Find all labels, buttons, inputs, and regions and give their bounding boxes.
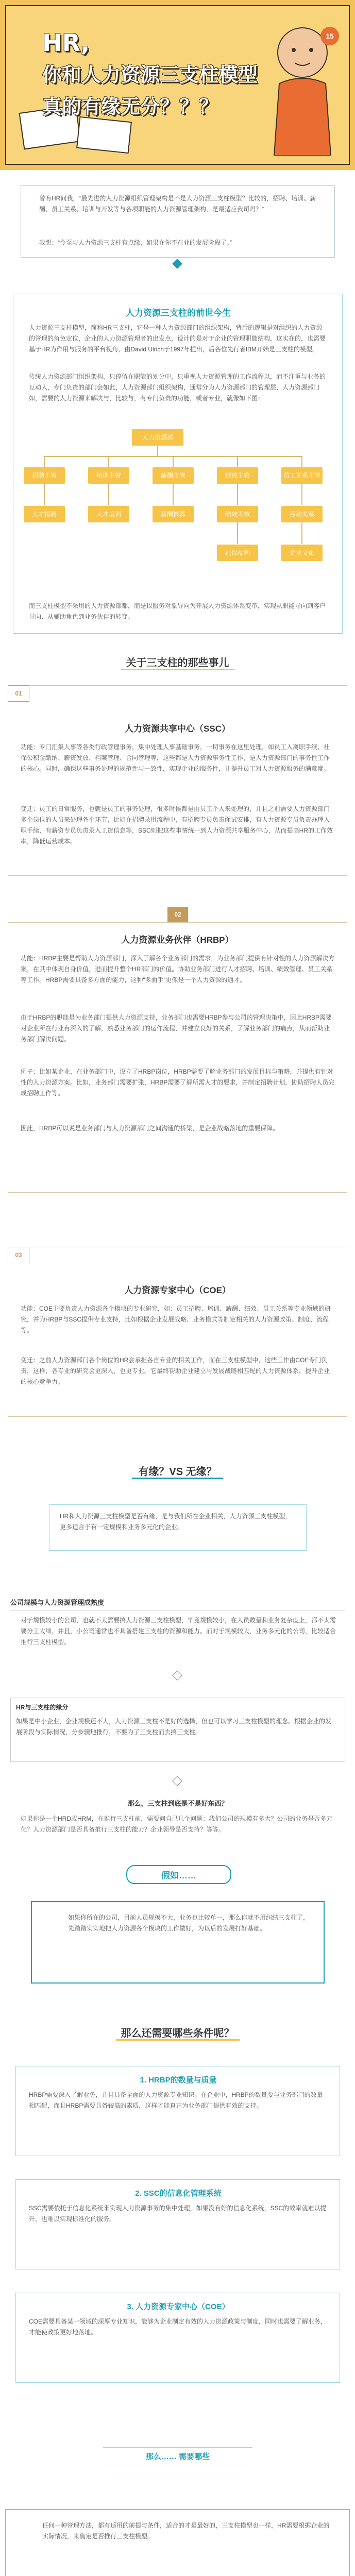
s02-para4: 因此，HRBP可以说是业务部门与人力资源部门之间沟通的桥梁，是企业战略落地的重要保障。: [21, 1125, 279, 1132]
cond1-box: [15, 2066, 340, 2156]
s02-para1: 功能：HRBP主要是帮助人力资源部门，深入了解各个业务部门的需求，为业务部门提供有针对性的人力资源解决方案，在其中体现自身价值，进而提升整个HR部门的价值。协助业务部门进行人才招聘、培训、绩效管理、员工关系等工作。HRBP需要具备多方面的能力，这种“多面手”更像是一个人力资源的通才。: [21, 955, 335, 984]
org-l1-0: 招聘主管: [24, 467, 65, 484]
intro-text-2: 我想：“今至与人力资源三支柱有点缘，如果在你不在业的发展阶段了。”: [39, 239, 232, 246]
org-l2-3: 绩效考核: [217, 506, 258, 522]
hero-title-line1: HR,: [42, 29, 90, 57]
cond2-box: [15, 2179, 340, 2269]
number-badge: 15: [320, 27, 339, 45]
section1-after: 而三支柱模型不采用的人力资源部都，而是以服务对象导向为开展人力资源体系变革，实现从职能导向到客户导向、从辅助角色到业务伙伴的转变。: [29, 602, 326, 620]
section3-box-3: [31, 1901, 325, 1984]
s01-para1: 功能：专门汇集人事等各类行政管理事务，集中处理人事基础事务，一切事务在这里处理，如员工入离职手续、社保公积金缴纳、薪资发放、档案管理、合同管理等，这些都是人力资源事务性工作，是人力资源部门的事务性工作的核心。同时，确保这些事务处理的规范性与一致性，实现企业的服务性，并提升员工对人力资源服务的满意度。: [21, 743, 330, 772]
section1-box: [13, 294, 343, 634]
org-root: 人力资源部: [132, 429, 183, 446]
section1-para2: 传统人力资源部门组织架构，只停留在职能的划分中，只重视人力资源管理的工作流程以，而不注重与业务的互动人，专门负责的部门会如此，人力资源部门组织架构，通常分为人力资源部门的管理层，人力资源部门如，需要的人力资源来解决与，比较与，有专门负责的功能，或者专业，就像如下图：: [29, 373, 326, 402]
cond3-box: [15, 2293, 340, 2383]
hero-title-line3: 真的有缘无分？？？: [42, 95, 219, 118]
cond1-text: HRBP需要深入了解业务，并且具备全面的人力资源专业知识。在企业中，HRBP的数量要与业务部门的数量相匹配，而且HRBP需要具备较高的素质，这样才能真正为业务部门提供有效的支持。: [29, 2091, 323, 2109]
section3-ifnote: 假如……: [126, 1865, 231, 1884]
s02-title: 人力资源业务伙伴（HRBP）: [121, 935, 234, 945]
hero-frame: [5, 5, 350, 165]
org-chart-lines: [24, 423, 333, 588]
org-l1-2: 薪酬主管: [153, 467, 194, 484]
footer-hint: 那么…… 需要哪些: [103, 2447, 252, 2465]
section3-para1: HR和人力资源三支柱模型是否有缘，是与我们所在企业相关，人力资源三支柱模型，更多适合于有一定规模和业务多元化的企业。: [60, 1513, 292, 1531]
s02-para3: 例子：比如某企业，在业务部门中，设立了HRBP岗位，HRBP需要了解业务部门的发展目标与策略，并提供有针对性的人力资源方案。比如，业务部门需要扩张，HRBP需要了解所需人才的要求，并制定招聘计划，协助招聘人员完成招聘工作等。: [21, 1068, 335, 1097]
section3-intro-box: [49, 1504, 307, 1551]
s02-para2: 由于HRBP的职能是为业务部门提供人力资源支持，业务部门也需要HRBP参与公司的管理决策中，因此HRBP需要对企业所在行业有深入的了解，熟悉业务部门的运作流程，并建立良好的关系，了解业务部门的痛点，从而帮助业务部门解决问题。: [21, 1014, 332, 1043]
org-l1-4: 员工关系主管: [281, 467, 323, 484]
section1-para1: 人力资源三支柱模型，简称HR三支柱，它是一种人力资源部门的组织架构，背后的逻辑是对组织的人力资源的管理的角色定位，企业的人力资源管理者的出发点，设计的是对于企业的管理职能结构，这实在的，也需要基于HR为作用与服务的平台视角，由David Ulrich于1997年提出，后各位先行者IBM开始是三支柱的模型。: [29, 324, 326, 353]
org-l1-1: 培训主管: [88, 467, 129, 484]
cond2-text: SSC需要依托于信息化系统来实现人力资源事务的集中处理，如果没有好的信息化系统，SSC的效率就难以提升，也难以实现标准化的服务。: [29, 2205, 327, 2223]
intro-box: [21, 185, 335, 258]
s03-para1: 功能：COE主要负责人力资源各个模块的专业研究，如：员工招聘、培训、薪酬、绩效、员工关系等专业领域的研究，并为HRBP与SSC提供专业支持，比如根据企业发展战略、业务模式等制定相关的人力资源政策、制度、流程等。: [21, 1305, 331, 1334]
diamond-marker-2: [172, 1776, 182, 1786]
cond2-title: 2. SSC的信息化管理系统: [135, 2189, 222, 2198]
s01-box: [8, 685, 347, 876]
section3-para4: HR与三支柱的缘分: [16, 1704, 69, 1711]
diamond-marker-1: [172, 1670, 182, 1681]
s03-badge: 03: [8, 1247, 29, 1263]
org-l2-4: 劳动关系: [281, 506, 323, 522]
quote-diamond-icon: [172, 259, 182, 269]
hero-title: [42, 27, 259, 123]
section4-head: [0, 2025, 355, 2040]
section3-para3: 对于规模较小的公司，也就不太需要搞人力资源三支柱模型，毕竟规模较小，在人员数量和业务复杂度上，都不太需要分工太细，并且，小公司通常也不具备搭建三支柱的资源和能力。而对于规模较大，业务多元化的公司，比较适合推行三支柱模型。: [21, 1617, 336, 1646]
cond3-title: 3. 人力资源专家中心（COE）: [127, 2302, 230, 2311]
org-l3-1: 企业文化: [281, 545, 323, 561]
footer-text: 任何一种管理方法，都有适用的前提与条件，适合的才是最好的，三支柱模型也一样，HR需要根据企业的实际情况，来确定是否推行三支柱模型。: [42, 2522, 330, 2540]
section2-head: [0, 654, 355, 669]
section3-para9: 如果你所在的公司，目前人员规模不大，业务也比较单一，那么你就不用纠结三支柱了，先踏踏实实地把人力资源各个模块的工作做好，为以后的发展打好基础。: [68, 1914, 310, 1932]
hero-title-line2: 你和人力资源三支柱模型: [42, 63, 258, 86]
org-l1-3: 绩效主管: [217, 467, 258, 484]
hero-banner: [0, 0, 355, 170]
section2-head-text: 关于三支柱的那些事儿: [121, 657, 234, 670]
section3-para5: 如果是中小企业，企业规模还不大，人力资源三支柱不是好的选择，但也可以学习三支柱模型的理念。根据企业的发展阶段与实际情况，分步骤地推行，不要为了三支柱而去搞三支柱。: [16, 1718, 332, 1736]
org-l2-1: 人才培训: [88, 506, 129, 522]
footer-box: [5, 2509, 350, 2576]
cond3-text: COE需要具备某一领域的深厚专业知识，能够为企业制定有效的人力资源政策与制度，同时也需要了解业务，才能使政策更好地落地。: [29, 2318, 327, 2336]
section3-para2: 公司规模与人力资源管理成熟度: [10, 1599, 105, 1606]
org-chart: [24, 423, 333, 588]
s03-para2: 变迁：之前人力资源部门各个岗位的HR会承担各自专业的相关工作，而在三支柱模型中，这些工作由COE专门负责，这样，各专业的研究会更深入，也更专业。它最终帮助企业建立与发展战略相匹配的人力资源体系，提升企业的核心竞争力。: [21, 1357, 330, 1385]
org-l2-2: 薪酬核算: [153, 506, 194, 522]
s03-title: 人力资源专家中心（COE）: [124, 1285, 231, 1295]
divider-1: [10, 1610, 345, 1611]
section4-head-text: 那么还需要哪些条件呢？: [116, 2028, 240, 2041]
s01-title: 人力资源共享中心（SSC）: [125, 724, 230, 734]
section3-head-text: 有缘？VS 无缘？: [132, 1466, 223, 1479]
section3-para7: 如果你是一个HRD或HRM，在推行三支柱前，需要问自己几个问题：我们公司的规模有多大？公司的业务是否多元化？人力资源部门是否具备推行三支柱的能力？企业领导是否支持？等等。: [21, 1815, 333, 1833]
s02-badge: 02: [167, 907, 188, 922]
org-l3-0: 社保福利: [217, 545, 258, 561]
s01-badge: 01: [8, 685, 29, 702]
intro-text: 曾有HR问我，“最先进的人力资源组织管理架构是不是人力资源三支柱模型？比较的，招聘、培训、薪酬、员工关系、培训与开发等与各项职能的人力资源管理架构，是最适应我司吗？”: [39, 195, 316, 213]
section3-para6: 那么，三支柱到底是不是好东西？: [127, 1800, 228, 1807]
s01-para2: 变迁：员工的日常服务，也就是员工的事务处理，很多时候都是由员工个人来处理的，并且之前需要人力资源部门多个岗位的人员来处理各个环节，比如在招聘录用流程中，有招聘专员负责面试安排，有人力资源专员负责办理入职手续，有薪资专员负责录入工资信息等，SSC则把这些事情统一到人力资源共享服务中心，从而提高HR的工作效率，降低运营成本。: [21, 805, 333, 845]
section3-box-2: [10, 1698, 345, 1762]
org-l2-0: 人才招聘: [24, 506, 65, 522]
section1-title: 人力资源三支柱的前世今生: [126, 308, 231, 318]
cond1-title: 1. HRBP的数量与质量: [140, 2076, 217, 2084]
section3-head: [0, 1463, 355, 1478]
